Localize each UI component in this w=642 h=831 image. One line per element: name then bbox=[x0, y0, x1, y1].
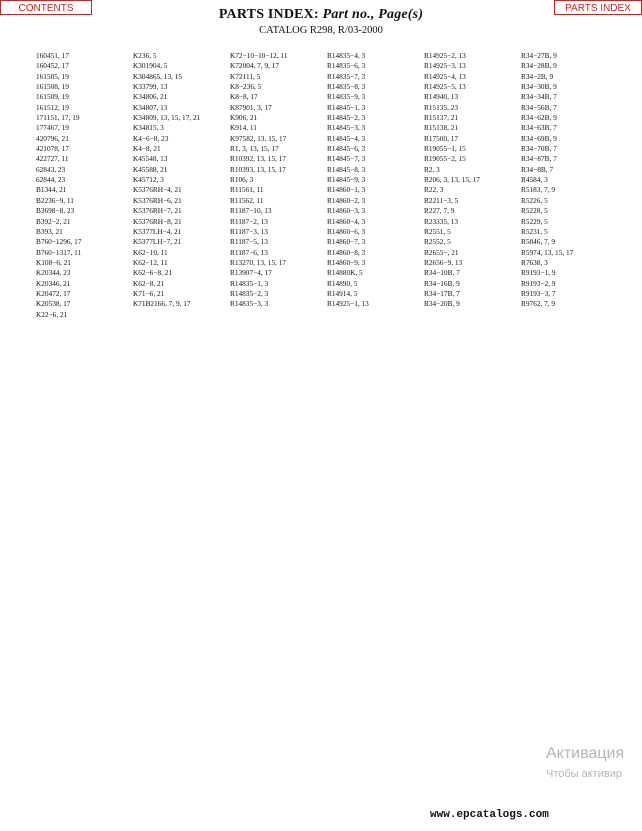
index-entry[interactable]: R11561, 11 bbox=[230, 185, 264, 195]
footer-url: www.epcatalogs.com bbox=[430, 809, 549, 821]
index-entry[interactable]: K5377LH−4, 21 bbox=[133, 226, 182, 236]
index-entry[interactable]: 161508, 19 bbox=[36, 82, 69, 92]
index-entry[interactable]: R14860−1, 3 bbox=[327, 185, 366, 195]
index-column-3 bbox=[230, 51, 328, 310]
index-entry[interactable]: K20472, 17 bbox=[36, 288, 71, 298]
catalog-subtitle: CATALOG R298, R/03-2000 bbox=[259, 25, 383, 36]
index-entry[interactable]: R17500, 17 bbox=[424, 133, 459, 143]
index-entry[interactable]: K72−10−10−12, 11 bbox=[230, 51, 288, 60]
index-entry[interactable]: R34−28B, 9 bbox=[521, 61, 557, 71]
index-entry[interactable]: R34−62B, 9 bbox=[521, 113, 557, 123]
index-entry[interactable]: R34−69B, 9 bbox=[521, 133, 557, 143]
index-entry[interactable]: K4−6−8, 23 bbox=[133, 133, 169, 143]
index-column-2 bbox=[133, 51, 231, 310]
index-entry[interactable]: R10392, 13, 15, 17 bbox=[230, 154, 286, 164]
index-entry[interactable]: R9193−1, 9 bbox=[521, 268, 556, 278]
index-entry[interactable]: R7638, 3 bbox=[521, 257, 548, 267]
index-entry[interactable]: R1187−6, 13 bbox=[230, 247, 268, 257]
index-entry[interactable]: 171151, 17, 19 bbox=[36, 113, 80, 123]
index-entry[interactable]: R34−2B, 9 bbox=[521, 71, 554, 81]
index-entry[interactable]: K72111, 5 bbox=[230, 71, 261, 81]
index-entry[interactable]: R14845−4, 3 bbox=[327, 133, 366, 143]
index-entry[interactable]: R5974, 13, 15, 17 bbox=[521, 247, 574, 257]
index-entry[interactable]: R14845−3, 3 bbox=[327, 123, 366, 133]
index-entry[interactable]: R14925−4, 13 bbox=[424, 71, 466, 81]
index-entry[interactable]: R14940, 13 bbox=[424, 92, 459, 102]
index-entry[interactable]: 177467, 19 bbox=[36, 123, 69, 133]
index-entry[interactable]: R15137, 21 bbox=[424, 113, 459, 123]
index-entry[interactable]: 421078, 17 bbox=[36, 144, 69, 154]
index-entry[interactable]: K34809, 13, 15, 17, 21 bbox=[133, 113, 201, 123]
index-entry[interactable]: R14860−9, 3 bbox=[327, 257, 366, 267]
index-entry[interactable]: R34−30B, 9 bbox=[521, 82, 557, 92]
index-entry[interactable]: B3698−8, 23 bbox=[36, 206, 75, 216]
index-entry[interactable]: R14835−3, 3 bbox=[230, 299, 269, 309]
index-entry[interactable]: R1187−5, 13 bbox=[230, 237, 268, 247]
index-entry[interactable]: K72004, 7, 9, 17 bbox=[230, 61, 280, 71]
index-entry[interactable]: K5376RH−4, 21 bbox=[133, 185, 182, 195]
index-entry[interactable]: R14890, 5 bbox=[327, 278, 358, 288]
index-entry[interactable]: R34−56B, 7 bbox=[521, 102, 557, 112]
index-entry[interactable]: K62−8, 21 bbox=[133, 278, 165, 288]
index-entry[interactable]: R1187−3, 13 bbox=[230, 226, 268, 236]
index-entry[interactable]: R14925−5, 13 bbox=[424, 82, 466, 92]
index-entry[interactable]: R34−16B, 9 bbox=[424, 278, 460, 288]
index-entry[interactable]: R14835−2, 3 bbox=[230, 288, 269, 298]
index-entry[interactable]: R14925−3, 13 bbox=[424, 61, 466, 71]
index-entry[interactable]: 161505, 19 bbox=[36, 71, 69, 81]
index-entry[interactable]: R14860−6, 3 bbox=[327, 226, 366, 236]
index-entry[interactable]: B760−1296, 17 bbox=[36, 237, 82, 247]
index-entry[interactable]: R15135, 23 bbox=[424, 102, 459, 112]
index-entry[interactable]: R14845−7, 3 bbox=[327, 154, 366, 164]
parts-index-button[interactable]: PARTS INDEX bbox=[554, 0, 642, 15]
index-entry[interactable]: K71B2166, 7, 9, 17 bbox=[133, 299, 191, 309]
index-entry[interactable]: R14835−7, 3 bbox=[327, 71, 366, 81]
index-entry[interactable]: R2552, 5 bbox=[424, 237, 451, 247]
index-entry[interactable]: K5376RH−7, 21 bbox=[133, 206, 182, 216]
index-entry[interactable]: 160451, 17 bbox=[36, 51, 69, 60]
index-entry[interactable]: R14925−2, 13 bbox=[424, 51, 466, 60]
index-entry[interactable]: K20344, 23 bbox=[36, 268, 71, 278]
index-entry[interactable]: 422727, 11 bbox=[36, 154, 69, 164]
index-entry[interactable]: R13907−4, 17 bbox=[230, 268, 272, 278]
activation-watermark: Активация bbox=[546, 745, 625, 762]
index-entry[interactable]: R34−8B, 7 bbox=[521, 164, 554, 174]
index-entry[interactable]: K34806, 21 bbox=[133, 92, 168, 102]
index-column-5 bbox=[424, 51, 522, 310]
index-entry[interactable]: R11562, 11 bbox=[230, 195, 264, 205]
index-entry[interactable]: R106, 3 bbox=[230, 175, 254, 185]
index-entry[interactable]: K301904, 5 bbox=[133, 61, 168, 71]
index-entry[interactable]: K34807, 13 bbox=[133, 102, 168, 112]
index-entry[interactable]: K236, 5 bbox=[133, 51, 157, 60]
index-entry[interactable]: R14835−8, 3 bbox=[327, 82, 366, 92]
index-entry[interactable]: 62843, 23 bbox=[36, 164, 66, 174]
index-entry[interactable]: R2, 3 bbox=[424, 164, 440, 174]
index-entry[interactable]: R34−63B, 7 bbox=[521, 123, 557, 133]
index-entry[interactable]: R34−17B, 7 bbox=[424, 288, 460, 298]
index-entry[interactable]: R2211−3, 5 bbox=[424, 195, 459, 205]
index-entry[interactable]: K62−12, 11 bbox=[133, 257, 168, 267]
index-entry[interactable]: 160452, 17 bbox=[36, 61, 69, 71]
index-entry[interactable]: K20538, 17 bbox=[36, 299, 71, 309]
index-entry[interactable]: R23335, 13 bbox=[424, 216, 459, 226]
index-entry[interactable]: R34−20B, 9 bbox=[424, 299, 460, 309]
index-entry[interactable]: R19055−2, 15 bbox=[424, 154, 466, 164]
index-entry[interactable]: K22−6, 21 bbox=[36, 309, 68, 319]
index-entry[interactable]: K5377LH−7, 21 bbox=[133, 237, 182, 247]
index-entry[interactable]: K45588, 21 bbox=[133, 164, 168, 174]
index-entry[interactable]: K906, 21 bbox=[230, 113, 258, 123]
index-entry[interactable]: K20346, 21 bbox=[36, 278, 71, 288]
index-entry[interactable]: R9762, 7, 9 bbox=[521, 299, 556, 309]
index-entry[interactable]: K304865, 13, 15 bbox=[133, 71, 183, 81]
index-entry[interactable]: K45712, 3 bbox=[133, 175, 164, 185]
index-entry[interactable]: R14860−3, 3 bbox=[327, 206, 366, 216]
index-entry[interactable]: R1187−2, 13 bbox=[230, 216, 268, 226]
index-entry[interactable]: 62844, 23 bbox=[36, 175, 66, 185]
index-entry[interactable]: R14835−6, 3 bbox=[327, 61, 366, 71]
index-entry[interactable]: R14835−4, 3 bbox=[327, 51, 366, 60]
index-entry[interactable]: R34−87B, 7 bbox=[521, 154, 557, 164]
index-entry[interactable]: R5183, 7, 9 bbox=[521, 185, 556, 195]
index-entry[interactable]: K45548, 13 bbox=[133, 154, 168, 164]
index-entry[interactable]: K87901, 3, 17 bbox=[230, 102, 272, 112]
index-entry[interactable]: R2656−9, 13 bbox=[424, 257, 463, 267]
index-entry[interactable]: R1187−10, 13 bbox=[230, 206, 272, 216]
index-entry[interactable]: R206, 3, 13, 15, 17 bbox=[424, 175, 480, 185]
index-entry[interactable]: R14860−7, 3 bbox=[327, 237, 366, 247]
title-italic: Part no., Page(s) bbox=[322, 7, 424, 22]
index-entry[interactable]: 161512, 19 bbox=[36, 102, 69, 112]
index-entry[interactable]: K34815, 3 bbox=[133, 123, 164, 133]
index-entry[interactable]: R4584, 3 bbox=[521, 175, 548, 185]
index-column-6 bbox=[521, 51, 619, 310]
index-entry[interactable]: R2655−, 21 bbox=[424, 247, 459, 257]
index-entry[interactable]: R9193−3, 7 bbox=[521, 288, 556, 298]
index-entry[interactable]: R5229, 5 bbox=[521, 216, 548, 226]
index-entry[interactable]: K62−6−8, 21 bbox=[133, 268, 173, 278]
index-column-4 bbox=[327, 51, 425, 310]
index-entry[interactable]: B760−1317, 11 bbox=[36, 247, 82, 257]
index-entry[interactable]: K8−8, 17 bbox=[230, 92, 258, 102]
index-entry[interactable]: R227, 7, 9 bbox=[424, 206, 455, 216]
index-entry[interactable]: K97582, 13, 15, 17 bbox=[230, 133, 287, 143]
index-entry[interactable]: R34−70B, 7 bbox=[521, 144, 557, 154]
index-entry[interactable]: K62−10, 11 bbox=[133, 247, 168, 257]
index-entry[interactable]: R14845−6, 3 bbox=[327, 144, 366, 154]
index-entry[interactable]: R14835−1, 3 bbox=[230, 278, 269, 288]
index-entry[interactable]: B392−2, 21 bbox=[36, 216, 71, 226]
index-entry[interactable]: K33799, 13 bbox=[133, 82, 168, 92]
index-entry[interactable]: K4−8, 21 bbox=[133, 144, 161, 154]
index-entry[interactable]: R15138, 21 bbox=[424, 123, 459, 133]
index-entry[interactable]: R13270, 13, 15, 17 bbox=[230, 257, 286, 267]
index-entry[interactable]: R34−34B, 7 bbox=[521, 92, 557, 102]
index-entry[interactable]: 161509, 19 bbox=[36, 92, 69, 102]
index-entry[interactable]: K5376RH−6, 21 bbox=[133, 195, 182, 205]
index-entry[interactable]: R14860−8, 3 bbox=[327, 247, 366, 257]
activation-watermark-sub: Чтобы активир bbox=[546, 768, 622, 780]
index-entry[interactable]: K5376RH−8, 21 bbox=[133, 216, 182, 226]
index-entry[interactable]: R14845−9, 3 bbox=[327, 175, 366, 185]
index-entry[interactable]: R14925−1, 13 bbox=[327, 299, 369, 309]
index-entry[interactable]: R22, 3 bbox=[424, 185, 444, 195]
index-entry[interactable]: R5228, 5 bbox=[521, 206, 548, 216]
index-entry[interactable]: R5846, 7, 9 bbox=[521, 237, 556, 247]
index-entry[interactable]: R2551, 5 bbox=[424, 226, 451, 236]
index-entry[interactable]: R14845−1, 3 bbox=[327, 102, 366, 112]
index-entry[interactable]: R34−10B, 7 bbox=[424, 268, 460, 278]
index-entry[interactable]: B2236−9, 11 bbox=[36, 195, 74, 205]
index-entry[interactable]: K108−6, 21 bbox=[36, 257, 71, 267]
index-entry[interactable]: 420796, 21 bbox=[36, 133, 69, 143]
title-main: PARTS INDEX: bbox=[218, 7, 319, 22]
index-entry[interactable]: R14845−8, 3 bbox=[327, 164, 366, 174]
index-entry[interactable]: R14880K, 5 bbox=[327, 268, 363, 278]
index-entry[interactable]: B1344, 21 bbox=[36, 185, 67, 195]
index-entry[interactable]: R14914, 5 bbox=[327, 288, 358, 298]
index-entry[interactable]: B393, 21 bbox=[36, 226, 63, 236]
index-entry[interactable]: R5226, 5 bbox=[521, 195, 548, 205]
index-entry[interactable]: R14835−9, 3 bbox=[327, 92, 366, 102]
index-entry[interactable]: R14860−2, 3 bbox=[327, 195, 366, 205]
index-entry[interactable]: R1, 3, 13, 15, 17 bbox=[230, 144, 279, 154]
index-entry[interactable]: K914, 11 bbox=[230, 123, 257, 133]
index-entry[interactable]: R9193−2, 9 bbox=[521, 278, 556, 288]
index-entry[interactable]: R19055−1, 15 bbox=[424, 144, 466, 154]
index-column-1 bbox=[36, 51, 134, 320]
contents-button[interactable]: CONTENTS bbox=[0, 0, 92, 15]
index-entry[interactable]: R14845−2, 3 bbox=[327, 113, 366, 123]
index-entry[interactable]: R10393, 13, 15, 17 bbox=[230, 164, 286, 174]
index-entry[interactable]: K71−6, 21 bbox=[133, 288, 165, 298]
index-entry[interactable]: R5231, 5 bbox=[521, 226, 548, 236]
index-entry[interactable]: K8−236, 5 bbox=[230, 82, 262, 92]
page-title bbox=[0, 7, 642, 23]
index-entry[interactable]: R34−27B, 9 bbox=[521, 51, 557, 60]
index-entry[interactable]: R14860−4, 3 bbox=[327, 216, 366, 226]
